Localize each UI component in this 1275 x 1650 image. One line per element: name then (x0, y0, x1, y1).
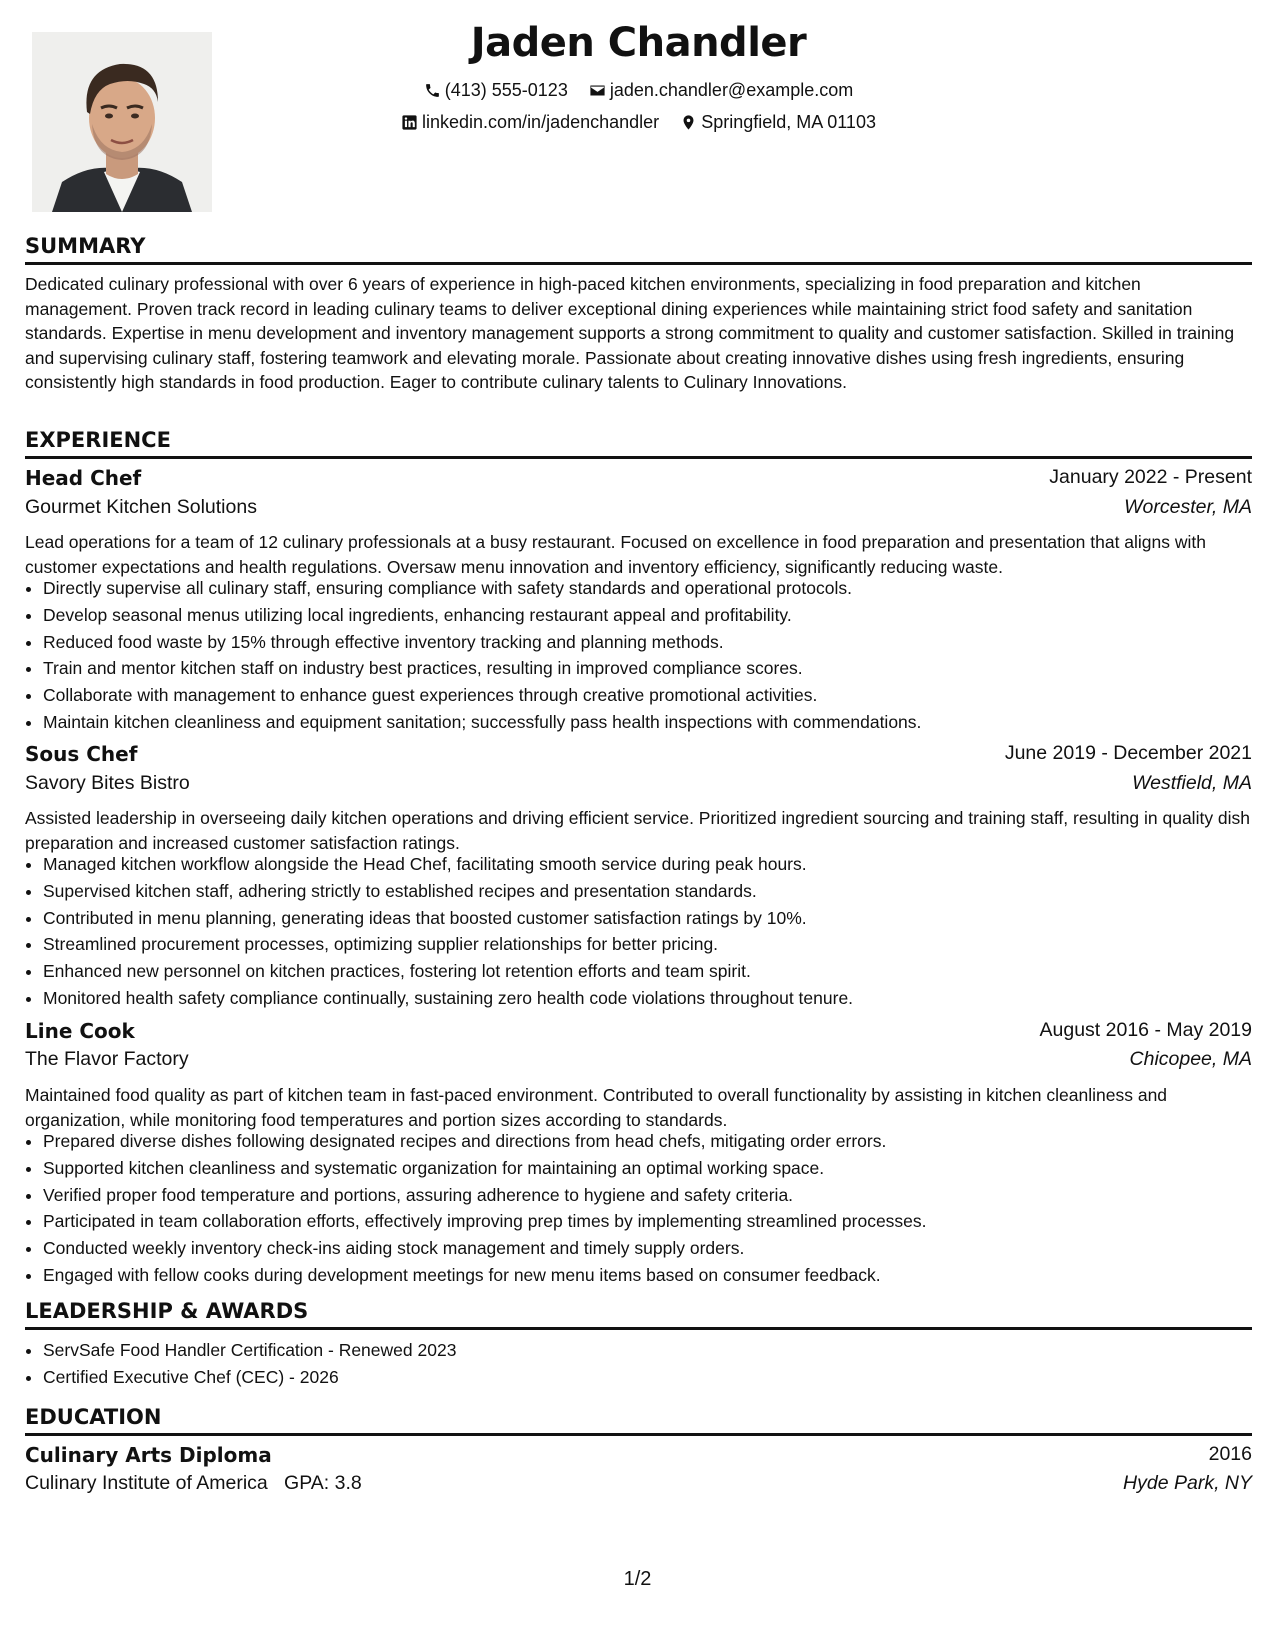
education-degree: Culinary Arts Diploma (25, 1443, 272, 1467)
list-item: • Conducted weekly inventory check-ins aiding stock management and timely supply orders. (43, 1235, 1270, 1262)
linkedin-text: linkedin.com/in/jadenchandler (422, 112, 660, 132)
education-location: Hyde Park, NY (1123, 1472, 1252, 1494)
job-dates: January 2022 - Present (1049, 466, 1252, 488)
candidate-name: Jaden Chandler (470, 20, 807, 66)
job-title: Sous Chef (25, 742, 138, 766)
list-item: • Streamlined procurement processes, optimizing supplier relationships for better pricing. (43, 931, 1270, 958)
envelope-icon (589, 82, 606, 99)
linkedin-contact[interactable] (401, 112, 659, 133)
education-heading: EDUCATION (25, 1405, 1252, 1436)
list-item: • Reduced food waste by 15% through effective inventory tracking and planning methods. (43, 629, 1270, 656)
list-item: • Participated in team collaboration efforts, effectively improving prep times by implementing streamlined processes. (43, 1208, 1270, 1235)
list-item: • Enhanced new personnel on kitchen practices, fostering lot retention efforts and team spirit. (43, 958, 1270, 985)
job-bullets (25, 851, 1270, 1012)
email-text: jaden.chandler@example.com (609, 80, 854, 100)
location-contact (680, 112, 876, 133)
list-item: • Certified Executive Chef (CEC) - 2026 (43, 1364, 1270, 1391)
list-item: • Engaged with fellow cooks during development meetings for new menu items based on consumer feedback. (43, 1262, 1270, 1289)
list-item: • Verified proper food temperature and portions, assuring adherence to hygiene and safety criteria. (43, 1182, 1270, 1209)
phone-icon (424, 82, 441, 99)
job-location: Westfield, MA (1132, 772, 1252, 794)
email-contact[interactable] (589, 80, 853, 101)
job-bullets (25, 575, 1270, 736)
job-company: The Flavor Factory (25, 1048, 189, 1070)
map-pin-icon (680, 114, 697, 131)
education-year: 2016 (1208, 1443, 1252, 1465)
leadership-heading: LEADERSHIP & AWARDS (25, 1299, 1252, 1330)
job-company: Gourmet Kitchen Solutions (25, 496, 257, 518)
list-item: • Directly supervise all culinary staff, ensuring compliance with safety standards and operational protocols. (43, 575, 1270, 602)
linkedin-icon (401, 114, 418, 131)
list-item: • Train and mentor kitchen staff on industry best practices, resulting in improved compliance scores. (43, 655, 1270, 682)
education-gpa: GPA: 3.8 (284, 1472, 362, 1494)
job-description: Assisted leadership in overseeing daily kitchen operations and driving efficient service. Prioritized ingredient sourcing and training staff, resulting in quality dish preparation and increased customer satisfaction ratings. (25, 808, 1251, 853)
list-item: • Collaborate with management to enhance guest experiences through creative promotional activities. (43, 682, 1270, 709)
phone-text: (413) 555-0123 (444, 80, 568, 100)
job-dates: August 2016 - May 2019 (1039, 1019, 1252, 1041)
list-item: • Contributed in menu planning, generating ideas that boosted customer satisfaction ratings by 10%. (43, 905, 1270, 932)
list-item: • ServSafe Food Handler Certification - Renewed 2023 (43, 1337, 1270, 1364)
list-item: • Develop seasonal menus utilizing local ingredients, enhancing restaurant appeal and profitability. (43, 602, 1270, 629)
job-title: Line Cook (25, 1019, 135, 1043)
summary-text: Dedicated culinary professional with over 6 years of experience in high-paced kitchen environments, specializing in food preparation and kitchen management. Proven track record in leading culinary teams to deliver exceptional dining experiences while maintaining strict food safety and sanitation standards. Expertise in menu development and inventory management supports a strong commitment to quality and customer satisfaction. Skilled in training and supervising culinary staff, fostering teamwork and elevating morale. Passionate about creating innovative dishes using fresh ingredients, ensuring consistently high standards in food production. Eager to contribute culinary talents to Culinary Innovations. (25, 274, 1235, 393)
job-description: Maintained food quality as part of kitchen team in fast-paced environment. Contributed to overall functionality by assisting in kitchen cleanliness and organization, while monitoring food temperatures and portion sizes according to standards. (25, 1085, 1168, 1130)
location-text: Springfield, MA 01103 (701, 112, 876, 132)
list-item: • Monitored health safety compliance continually, sustaining zero health code violations throughout tenure. (43, 985, 1270, 1012)
education-school: Culinary Institute of America (25, 1472, 268, 1494)
page-number: 1/2 (623, 1568, 652, 1590)
job-location: Worcester, MA (1124, 496, 1252, 518)
education-school-line (25, 1472, 362, 1495)
list-item: • Prepared diverse dishes following designated recipes and directions from head chefs, mitigating order errors. (43, 1128, 1270, 1155)
contact-row-1 (25, 80, 1252, 104)
list-item: • Maintain kitchen cleanliness and equipment sanitation; successfully pass health inspections with commendations. (43, 709, 1270, 736)
experience-heading: EXPERIENCE (25, 428, 1252, 459)
job-bullets (25, 1128, 1270, 1289)
job-company: Savory Bites Bistro (25, 772, 190, 794)
job-description: Lead operations for a team of 12 culinary professionals at a busy restaurant. Focused on excellence in food preparation and presentation that aligns with customer expectations and health regulations. Oversaw menu innovation and inventory efficiency, significantly reducing waste. (25, 532, 1207, 577)
contact-row-2 (25, 112, 1252, 136)
job-location: Chicopee, MA (1129, 1048, 1252, 1070)
leadership-list (25, 1337, 1270, 1391)
list-item: • Supervised kitchen staff, adhering strictly to established recipes and presentation standards. (43, 878, 1270, 905)
phone-contact[interactable] (424, 80, 568, 101)
summary-heading: SUMMARY (25, 234, 1252, 265)
list-item: • Supported kitchen cleanliness and systematic organization for maintaining an optimal working space. (43, 1155, 1270, 1182)
list-item: • Managed kitchen workflow alongside the Head Chef, facilitating smooth service during peak hours. (43, 851, 1270, 878)
job-dates: June 2019 - December 2021 (1004, 742, 1252, 764)
job-title: Head Chef (25, 466, 142, 490)
